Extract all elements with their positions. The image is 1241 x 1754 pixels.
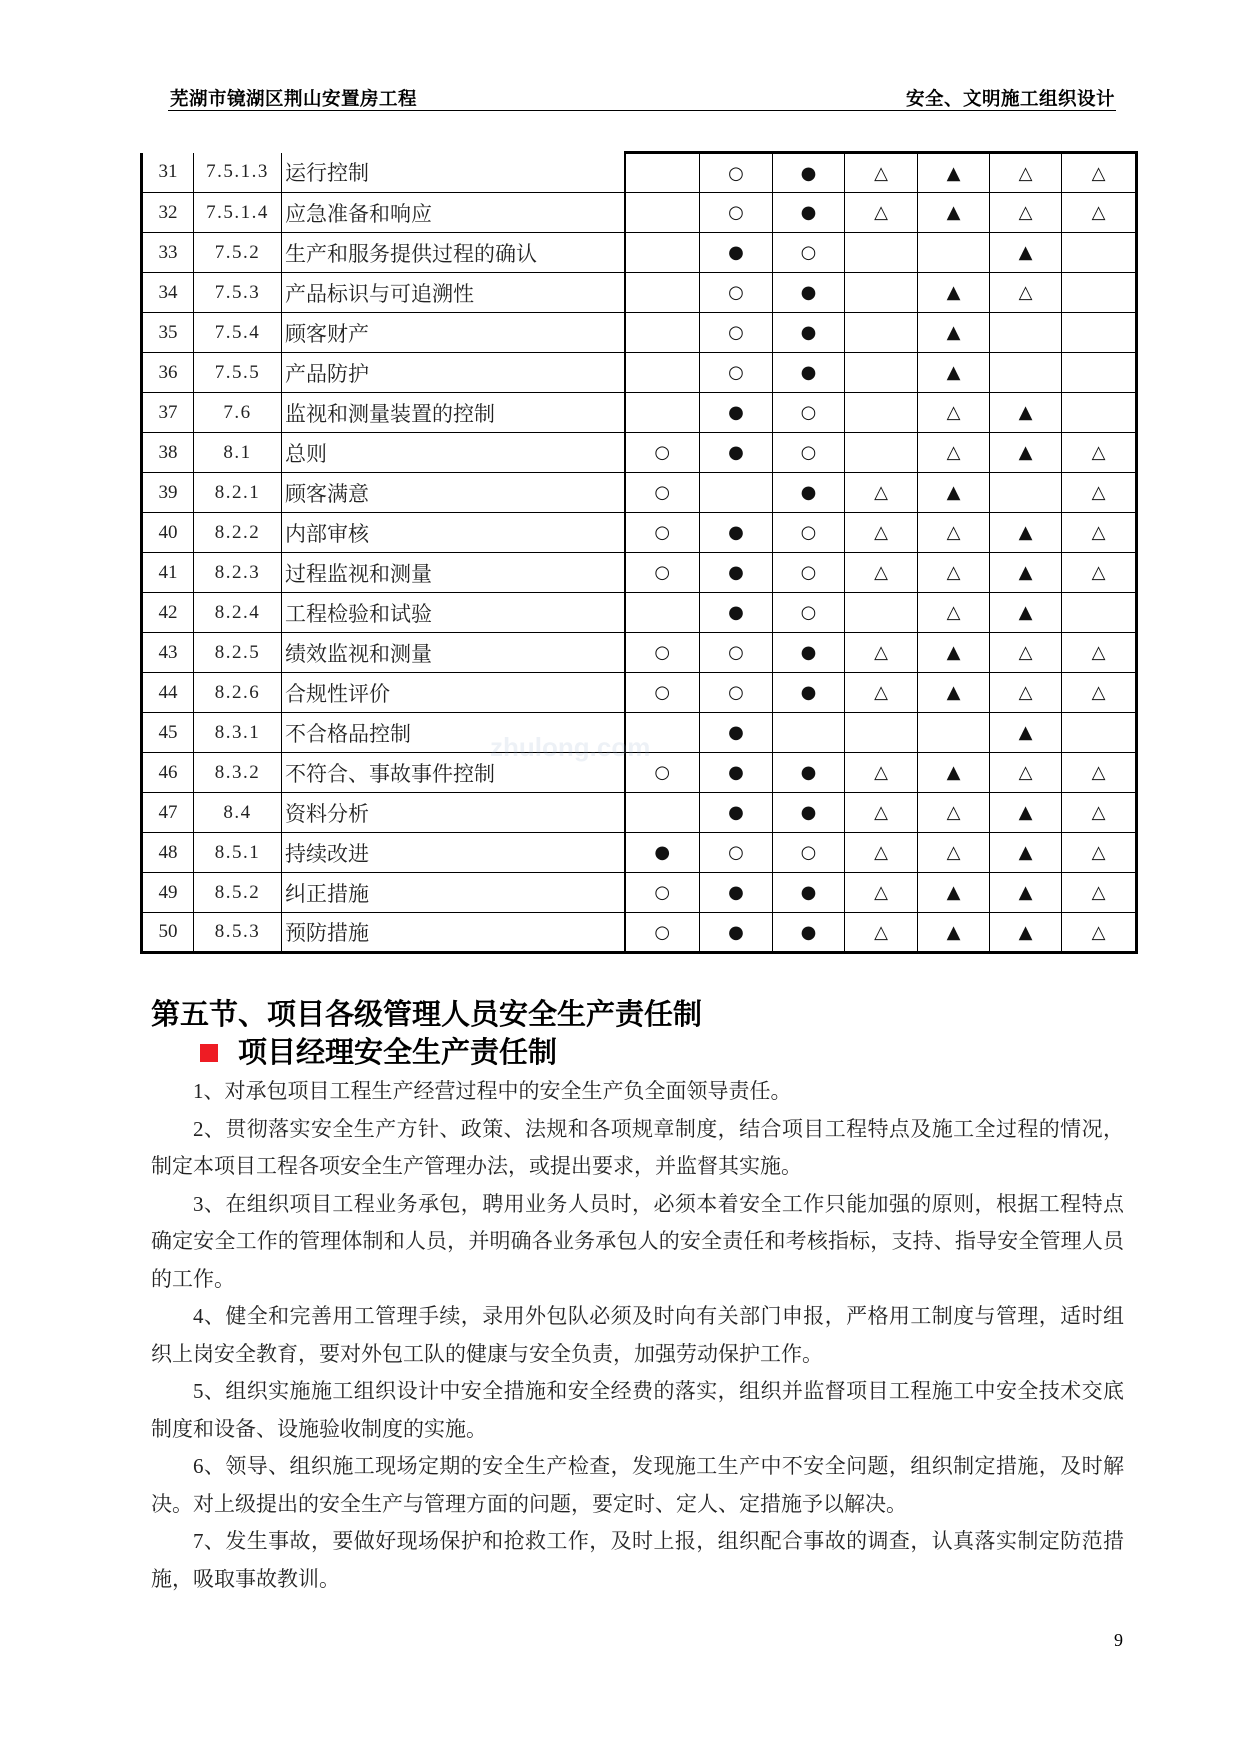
mark-cell: ● xyxy=(625,833,700,873)
clause-number-cell: 8.1 xyxy=(194,433,282,473)
mark-cell: ▲ xyxy=(918,753,990,793)
element-name-cell: 纠正措施 xyxy=(282,873,625,913)
mark-cell: △ xyxy=(990,273,1062,313)
element-name-cell: 总则 xyxy=(282,433,625,473)
mark-cell: △ xyxy=(845,793,918,833)
mark-cell: △ xyxy=(845,193,918,233)
mark-cell: △ xyxy=(918,553,990,593)
mark-cell: ○ xyxy=(700,193,773,233)
mark-cell: △ xyxy=(990,633,1062,673)
mark-cell: ○ xyxy=(700,673,773,713)
mark-cell: ○ xyxy=(625,433,700,473)
row-number-cell: 50 xyxy=(142,913,194,953)
row-number-cell: 32 xyxy=(142,193,194,233)
mark-cell xyxy=(625,393,700,433)
mark-cell xyxy=(1062,353,1137,393)
paragraph: 4、健全和完善用工管理手续，录用外包队必须及时向有关部门申报，严格用工制度与管理，适时组织上岗安全教育，要对外包工队的健康与安全负责，加强劳动保护工作。 xyxy=(151,1304,1124,1366)
mark-cell xyxy=(918,233,990,273)
mark-cell xyxy=(918,713,990,753)
element-name-cell: 资料分析 xyxy=(282,793,625,833)
table-row xyxy=(142,793,1137,833)
mark-cell: ● xyxy=(773,313,845,353)
element-name-cell: 应急准备和响应 xyxy=(282,193,625,233)
mark-cell: ▲ xyxy=(990,433,1062,473)
mark-cell: ● xyxy=(773,873,845,913)
clause-number-cell: 8.3.2 xyxy=(194,753,282,793)
mark-cell: △ xyxy=(1062,513,1137,553)
mark-cell: ▲ xyxy=(918,913,990,953)
clause-number-cell: 8.5.3 xyxy=(194,913,282,953)
mark-cell xyxy=(625,593,700,633)
mark-cell xyxy=(845,393,918,433)
mark-cell: ● xyxy=(700,593,773,633)
mark-cell: △ xyxy=(1062,673,1137,713)
mark-cell: ▲ xyxy=(918,473,990,513)
element-name-cell: 绩效监视和测量 xyxy=(282,633,625,673)
mark-cell: ▲ xyxy=(990,833,1062,873)
row-number-cell: 36 xyxy=(142,353,194,393)
table-row xyxy=(142,473,1137,513)
mark-cell xyxy=(845,353,918,393)
mark-cell xyxy=(845,313,918,353)
mark-cell: △ xyxy=(845,913,918,953)
mark-cell: ● xyxy=(773,153,845,193)
mark-cell: ○ xyxy=(773,553,845,593)
mark-cell xyxy=(1062,593,1137,633)
mark-cell xyxy=(990,473,1062,513)
mark-cell: ● xyxy=(773,193,845,233)
mark-cell: △ xyxy=(1062,193,1137,233)
mark-cell: ▲ xyxy=(918,313,990,353)
element-name-cell: 运行控制 xyxy=(282,153,625,193)
element-name-cell: 工程检验和试验 xyxy=(282,593,625,633)
mark-cell: △ xyxy=(990,153,1062,193)
mark-cell: △ xyxy=(990,193,1062,233)
mark-cell xyxy=(1062,233,1137,273)
row-number-cell: 31 xyxy=(142,153,194,193)
mark-cell: ○ xyxy=(700,833,773,873)
paragraph: 1、对承包项目工程生产经营过程中的安全生产负全面领导责任。 xyxy=(193,1079,792,1103)
mark-cell: △ xyxy=(918,433,990,473)
mark-cell: ● xyxy=(700,553,773,593)
element-name-cell: 产品标识与可追溯性 xyxy=(282,273,625,313)
mark-cell: ○ xyxy=(700,313,773,353)
mark-cell: △ xyxy=(918,793,990,833)
mark-cell: ▲ xyxy=(918,273,990,313)
mark-cell: △ xyxy=(1062,913,1137,953)
mark-cell: ▲ xyxy=(990,873,1062,913)
element-name-cell: 合规性评价 xyxy=(282,673,625,713)
mark-cell: ▲ xyxy=(918,153,990,193)
clause-number-cell: 7.5.1.3 xyxy=(194,153,282,193)
element-name-cell: 持续改进 xyxy=(282,833,625,873)
mark-cell: ● xyxy=(700,873,773,913)
mark-cell: △ xyxy=(918,393,990,433)
mark-cell: △ xyxy=(990,753,1062,793)
mark-cell: ○ xyxy=(625,473,700,513)
paragraph: 5、组织实施施工组织设计中安全措施和安全经费的落实，组织并监督项目工程施工中安全技术交底制度和设备、设施验收制度的实施。 xyxy=(151,1379,1124,1441)
mark-cell: ▲ xyxy=(990,913,1062,953)
mark-cell: ● xyxy=(773,753,845,793)
clause-number-cell: 8.5.1 xyxy=(194,833,282,873)
mark-cell: ▲ xyxy=(918,633,990,673)
row-number-cell: 44 xyxy=(142,673,194,713)
mark-cell xyxy=(773,713,845,753)
mark-cell: △ xyxy=(845,673,918,713)
mark-cell: ● xyxy=(773,473,845,513)
mark-cell: ○ xyxy=(625,513,700,553)
row-number-cell: 48 xyxy=(142,833,194,873)
mark-cell: ● xyxy=(773,353,845,393)
table-row xyxy=(142,513,1137,553)
mark-cell xyxy=(625,193,700,233)
mark-cell: ▲ xyxy=(918,353,990,393)
mark-cell: △ xyxy=(1062,553,1137,593)
mark-cell xyxy=(1062,713,1137,753)
paragraph: 2、贯彻落实安全生产方针、政策、法规和各项规章制度，结合项目工程特点及施工全过程的情况，制定本项目工程各项安全生产管理办法，或提出要求，并监督其实施。 xyxy=(151,1116,1124,1178)
mark-cell: ● xyxy=(773,673,845,713)
page-number: 9 xyxy=(1114,1630,1123,1650)
clause-number-cell: 7.5.4 xyxy=(194,313,282,353)
row-number-cell: 33 xyxy=(142,233,194,273)
mark-cell xyxy=(845,713,918,753)
table-row xyxy=(142,833,1137,873)
element-name-cell: 顾客满意 xyxy=(282,473,625,513)
red-square-bullet-icon xyxy=(200,1044,218,1062)
row-number-cell: 37 xyxy=(142,393,194,433)
clause-number-cell: 7.6 xyxy=(194,393,282,433)
clause-number-cell: 8.5.2 xyxy=(194,873,282,913)
clause-number-cell: 8.3.1 xyxy=(194,713,282,753)
mark-cell: ○ xyxy=(625,553,700,593)
mark-cell: △ xyxy=(845,553,918,593)
mark-cell: ● xyxy=(700,753,773,793)
mark-cell: ○ xyxy=(700,353,773,393)
paragraph: 3、在组织项目工程业务承包，聘用业务人员时，必须本着安全工作只能加强的原则，根据工程特点确定安全工作的管理体制和人员，并明确各业务承包人的安全责任和考核指标，支持、指导安全管理人员的工作。 xyxy=(151,1191,1124,1291)
row-number-cell: 42 xyxy=(142,593,194,633)
mark-cell xyxy=(1062,393,1137,433)
mark-cell: ○ xyxy=(773,233,845,273)
mark-cell xyxy=(625,153,700,193)
mark-cell xyxy=(1062,273,1137,313)
table-row xyxy=(142,913,1137,953)
header-rule xyxy=(168,110,1116,111)
mark-cell: ▲ xyxy=(990,553,1062,593)
mark-cell: △ xyxy=(845,833,918,873)
table-row xyxy=(142,273,1137,313)
mark-cell: ● xyxy=(700,793,773,833)
mark-cell: △ xyxy=(918,513,990,553)
table-row xyxy=(142,153,1137,193)
subsection-heading: 项目经理安全生产责任制 xyxy=(238,1037,558,1069)
row-number-cell: 34 xyxy=(142,273,194,313)
mark-cell: ○ xyxy=(625,753,700,793)
mark-cell: ● xyxy=(700,713,773,753)
mark-cell: ○ xyxy=(773,433,845,473)
table-row xyxy=(142,233,1137,273)
table-row xyxy=(142,633,1137,673)
clause-number-cell: 7.5.3 xyxy=(194,273,282,313)
mark-cell: ○ xyxy=(700,273,773,313)
body-text xyxy=(151,1073,1124,1598)
table-row xyxy=(142,313,1137,353)
table-row xyxy=(142,393,1137,433)
mark-cell: △ xyxy=(1062,873,1137,913)
mark-cell: △ xyxy=(990,673,1062,713)
mark-cell xyxy=(625,313,700,353)
mark-cell: ○ xyxy=(773,513,845,553)
mark-cell xyxy=(700,473,773,513)
table-row xyxy=(142,433,1137,473)
table-row xyxy=(142,673,1137,713)
mark-cell: △ xyxy=(1062,433,1137,473)
responsibility-matrix-table xyxy=(140,151,1138,954)
mark-cell: ▲ xyxy=(918,873,990,913)
mark-cell: ○ xyxy=(700,153,773,193)
row-number-cell: 35 xyxy=(142,313,194,353)
row-number-cell: 43 xyxy=(142,633,194,673)
mark-cell: △ xyxy=(845,873,918,913)
clause-number-cell: 8.2.2 xyxy=(194,513,282,553)
mark-cell: △ xyxy=(845,153,918,193)
element-name-cell: 监视和测量装置的控制 xyxy=(282,393,625,433)
clause-number-cell: 8.4 xyxy=(194,793,282,833)
element-name-cell: 不合格品控制 xyxy=(282,713,625,753)
mark-cell xyxy=(1062,313,1137,353)
mark-cell: △ xyxy=(1062,153,1137,193)
mark-cell xyxy=(625,793,700,833)
table-body xyxy=(142,153,1137,953)
mark-cell: △ xyxy=(1062,793,1137,833)
mark-cell: △ xyxy=(918,593,990,633)
mark-cell xyxy=(845,593,918,633)
element-name-cell: 产品防护 xyxy=(282,353,625,393)
mark-cell: △ xyxy=(918,833,990,873)
table-row xyxy=(142,193,1137,233)
mark-cell: ● xyxy=(700,433,773,473)
mark-cell: △ xyxy=(1062,833,1137,873)
element-name-cell: 过程监视和测量 xyxy=(282,553,625,593)
header-document-title: 安全、文明施工组织设计 xyxy=(905,90,1115,110)
mark-cell: ○ xyxy=(625,913,700,953)
mark-cell: △ xyxy=(845,473,918,513)
element-name-cell: 生产和服务提供过程的确认 xyxy=(282,233,625,273)
mark-cell: ● xyxy=(700,393,773,433)
row-number-cell: 39 xyxy=(142,473,194,513)
clause-number-cell: 7.5.2 xyxy=(194,233,282,273)
mark-cell: ▲ xyxy=(990,393,1062,433)
paragraph: 7、发生事故，要做好现场保护和抢救工作，及时上报，组织配合事故的调查，认真落实制定防范措施，吸取事故教训。 xyxy=(151,1529,1124,1591)
element-name-cell: 内部审核 xyxy=(282,513,625,553)
mark-cell xyxy=(990,353,1062,393)
header-project-name: 芜湖市镜湖区荆山安置房工程 xyxy=(170,90,418,110)
mark-cell: ● xyxy=(773,273,845,313)
mark-cell: △ xyxy=(845,753,918,793)
clause-number-cell: 8.2.6 xyxy=(194,673,282,713)
row-number-cell: 38 xyxy=(142,433,194,473)
element-name-cell: 顾客财产 xyxy=(282,313,625,353)
table-row xyxy=(142,593,1137,633)
element-name-cell: 预防措施 xyxy=(282,913,625,953)
mark-cell: ● xyxy=(700,513,773,553)
row-number-cell: 45 xyxy=(142,713,194,753)
table-row xyxy=(142,353,1137,393)
clause-number-cell: 7.5.5 xyxy=(194,353,282,393)
mark-cell: ● xyxy=(773,793,845,833)
watermark: zhulong.com xyxy=(490,732,651,762)
row-number-cell: 41 xyxy=(142,553,194,593)
mark-cell: △ xyxy=(1062,473,1137,513)
mark-cell: ○ xyxy=(773,833,845,873)
row-number-cell: 40 xyxy=(142,513,194,553)
table-row xyxy=(142,873,1137,913)
mark-cell: ○ xyxy=(773,393,845,433)
mark-cell: ● xyxy=(773,633,845,673)
section-heading: 第五节、项目各级管理人员安全生产责任制 xyxy=(151,999,703,1031)
mark-cell: ▲ xyxy=(990,513,1062,553)
mark-cell xyxy=(845,233,918,273)
paragraph: 6、领导、组织施工现场定期的安全生产检查，发现施工生产中不安全问题，组织制定措施，及时解决。对上级提出的安全生产与管理方面的问题，要定时、定人、定措施予以解决。 xyxy=(151,1454,1124,1516)
mark-cell: △ xyxy=(1062,633,1137,673)
mark-cell: ▲ xyxy=(918,193,990,233)
mark-cell: △ xyxy=(845,513,918,553)
mark-cell: ○ xyxy=(625,633,700,673)
mark-cell: ▲ xyxy=(990,593,1062,633)
mark-cell: ○ xyxy=(625,673,700,713)
clause-number-cell: 8.2.1 xyxy=(194,473,282,513)
mark-cell: ● xyxy=(700,233,773,273)
mark-cell: ● xyxy=(773,913,845,953)
mark-cell xyxy=(990,313,1062,353)
mark-cell: ○ xyxy=(625,873,700,913)
mark-cell: ▲ xyxy=(918,673,990,713)
mark-cell: △ xyxy=(845,633,918,673)
table-row xyxy=(142,553,1137,593)
mark-cell: ○ xyxy=(700,633,773,673)
mark-cell: ▲ xyxy=(990,713,1062,753)
mark-cell xyxy=(845,433,918,473)
mark-cell: △ xyxy=(1062,753,1137,793)
clause-number-cell: 8.2.3 xyxy=(194,553,282,593)
row-number-cell: 49 xyxy=(142,873,194,913)
clause-number-cell: 7.5.1.4 xyxy=(194,193,282,233)
mark-cell: ▲ xyxy=(990,793,1062,833)
row-number-cell: 47 xyxy=(142,793,194,833)
mark-cell: ▲ xyxy=(990,233,1062,273)
mark-cell xyxy=(625,353,700,393)
clause-number-cell: 8.2.4 xyxy=(194,593,282,633)
mark-cell: ● xyxy=(700,913,773,953)
mark-cell xyxy=(625,273,700,313)
element-name-cell: 不符合、事故事件控制 xyxy=(282,753,625,793)
mark-cell: ○ xyxy=(773,593,845,633)
mark-cell xyxy=(625,233,700,273)
row-number-cell: 46 xyxy=(142,753,194,793)
mark-cell xyxy=(845,273,918,313)
clause-number-cell: 8.2.5 xyxy=(194,633,282,673)
